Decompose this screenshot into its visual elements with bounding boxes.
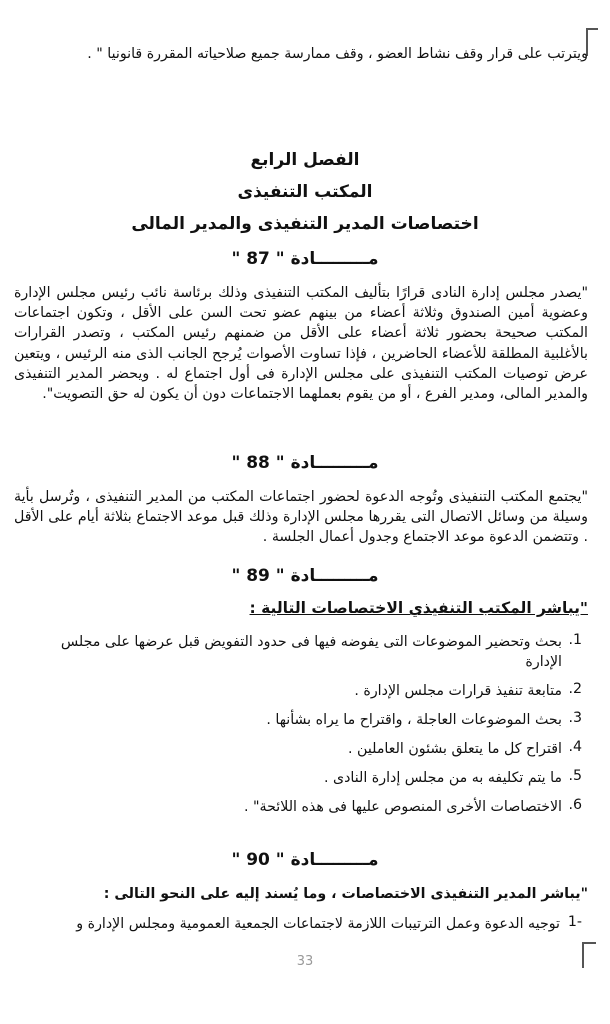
list-item-text: ما يتم تكليفه به من مجلس إدارة النادى . bbox=[323, 770, 562, 786]
article-89-list bbox=[22, 632, 582, 817]
article-89-title: مـــــــــادة " 89 " bbox=[231, 566, 379, 586]
continued-text: ويترتب على قرار وقف نشاط العضو ، وقف ممارسة جميع صلاحياته المقررة قانونيا " . bbox=[87, 46, 588, 62]
subsection-heading: اختصاصات المدير التنفيذى والمدير المالى bbox=[131, 214, 479, 234]
list-item bbox=[22, 739, 582, 759]
list-item-text: الاختصاصات الأخرى المنصوص عليها فى هذه اللائحة" . bbox=[243, 799, 562, 815]
list-item-number: 5. bbox=[568, 768, 582, 784]
chapter-heading: الفصل الرابع bbox=[250, 150, 360, 170]
list-item bbox=[22, 632, 582, 672]
article-89-intro: "يباشر المكتب التنفيذي الاختصاصات التالية : bbox=[249, 599, 588, 617]
list-item-number: 4. bbox=[568, 739, 582, 755]
article-88-body: "يجتمع المكتب التنفيذى وتُوجه الدعوة لحضور اجتماعات المكتب من المدير التنفيذى ، وتُرسل بأية وسيلة من وسائل الاتصال التى يقررها مجلس الإدارة وذلك قبل موعد الاجتماع بثلاثة أيام على الأقل . وتتضمن الدعوة موعد الاجتماع وجدول أعمال الجلسة . bbox=[14, 489, 588, 546]
list-item bbox=[22, 797, 582, 817]
article-88-title: مـــــــــادة " 88 " bbox=[231, 453, 379, 473]
page-number: 33 bbox=[296, 954, 314, 969]
article-87-title: مـــــــــادة " 87 " bbox=[231, 249, 379, 269]
list-item bbox=[22, 681, 582, 701]
list-item-text: متابعة تنفيذ قرارات مجلس الإدارة . bbox=[354, 683, 562, 699]
list-item-text: بحث الموضوعات العاجلة ، واقتراح ما يراه بشأنها . bbox=[266, 712, 562, 728]
list-item-number: 3. bbox=[568, 710, 582, 726]
article-87-body: "يصدر مجلس إدارة النادى قرارًا بتأليف المكتب التنفيذى وذلك برئاسة نائب رئيس مجلس الإدارة وعضوية أمين الصندوق وثلاثة أعضاء من بينهم عضو تحت السن على الأقل ، وتكون اجتماعات المكتب صحيحة بحضور ثلاثة أعضاء على الأقل من ضمنهم رئيس المكتب ، وتصدر القرارات بالأغلبية المطلقة للأعضاء الحاضرين ، فإذا تساوت الأصوات يُرجح الجانب الذى منه الرئيس ، ويتعين عرض توصيات المكتب التنفيذى على مجلس الإدارة فى أول اجتماع له . ويحضر المدير التنفيذى والمدير المالى، ومدير الفرع ، أو من يقوم بعملهما الاجتماعات دون أن يكون له حق التصويت". bbox=[14, 285, 588, 403]
list-item-number: -1 bbox=[567, 914, 582, 930]
list-item-text: توجيه الدعوة وعمل الترتيبات اللازمة لاجتماعات الجمعية العمومية ومجلس الإدارة و bbox=[76, 916, 560, 932]
list-item bbox=[22, 768, 582, 788]
list-item-text: اقتراح كل ما يتعلق بشئون العاملين . bbox=[348, 741, 562, 757]
list-item-number: 6. bbox=[568, 797, 582, 813]
list-item-number: 1. bbox=[568, 632, 582, 648]
list-item-text: بحث وتحضير الموضوعات التى يفوضه فيها فى حدود التفويض قبل عرضها على مجلس الإدارة bbox=[60, 634, 562, 670]
section-heading: المكتب التنفيذى bbox=[237, 182, 373, 202]
article-90-item bbox=[22, 914, 582, 934]
list-item-number: 2. bbox=[568, 681, 582, 697]
article-90-title: مـــــــــادة " 90 " bbox=[231, 850, 379, 870]
list-item bbox=[22, 710, 582, 730]
article-90-intro: "يباشر المدير التنفيذى الاختصاصات ، وما يُسند إليه على النحو التالى : bbox=[103, 886, 588, 902]
